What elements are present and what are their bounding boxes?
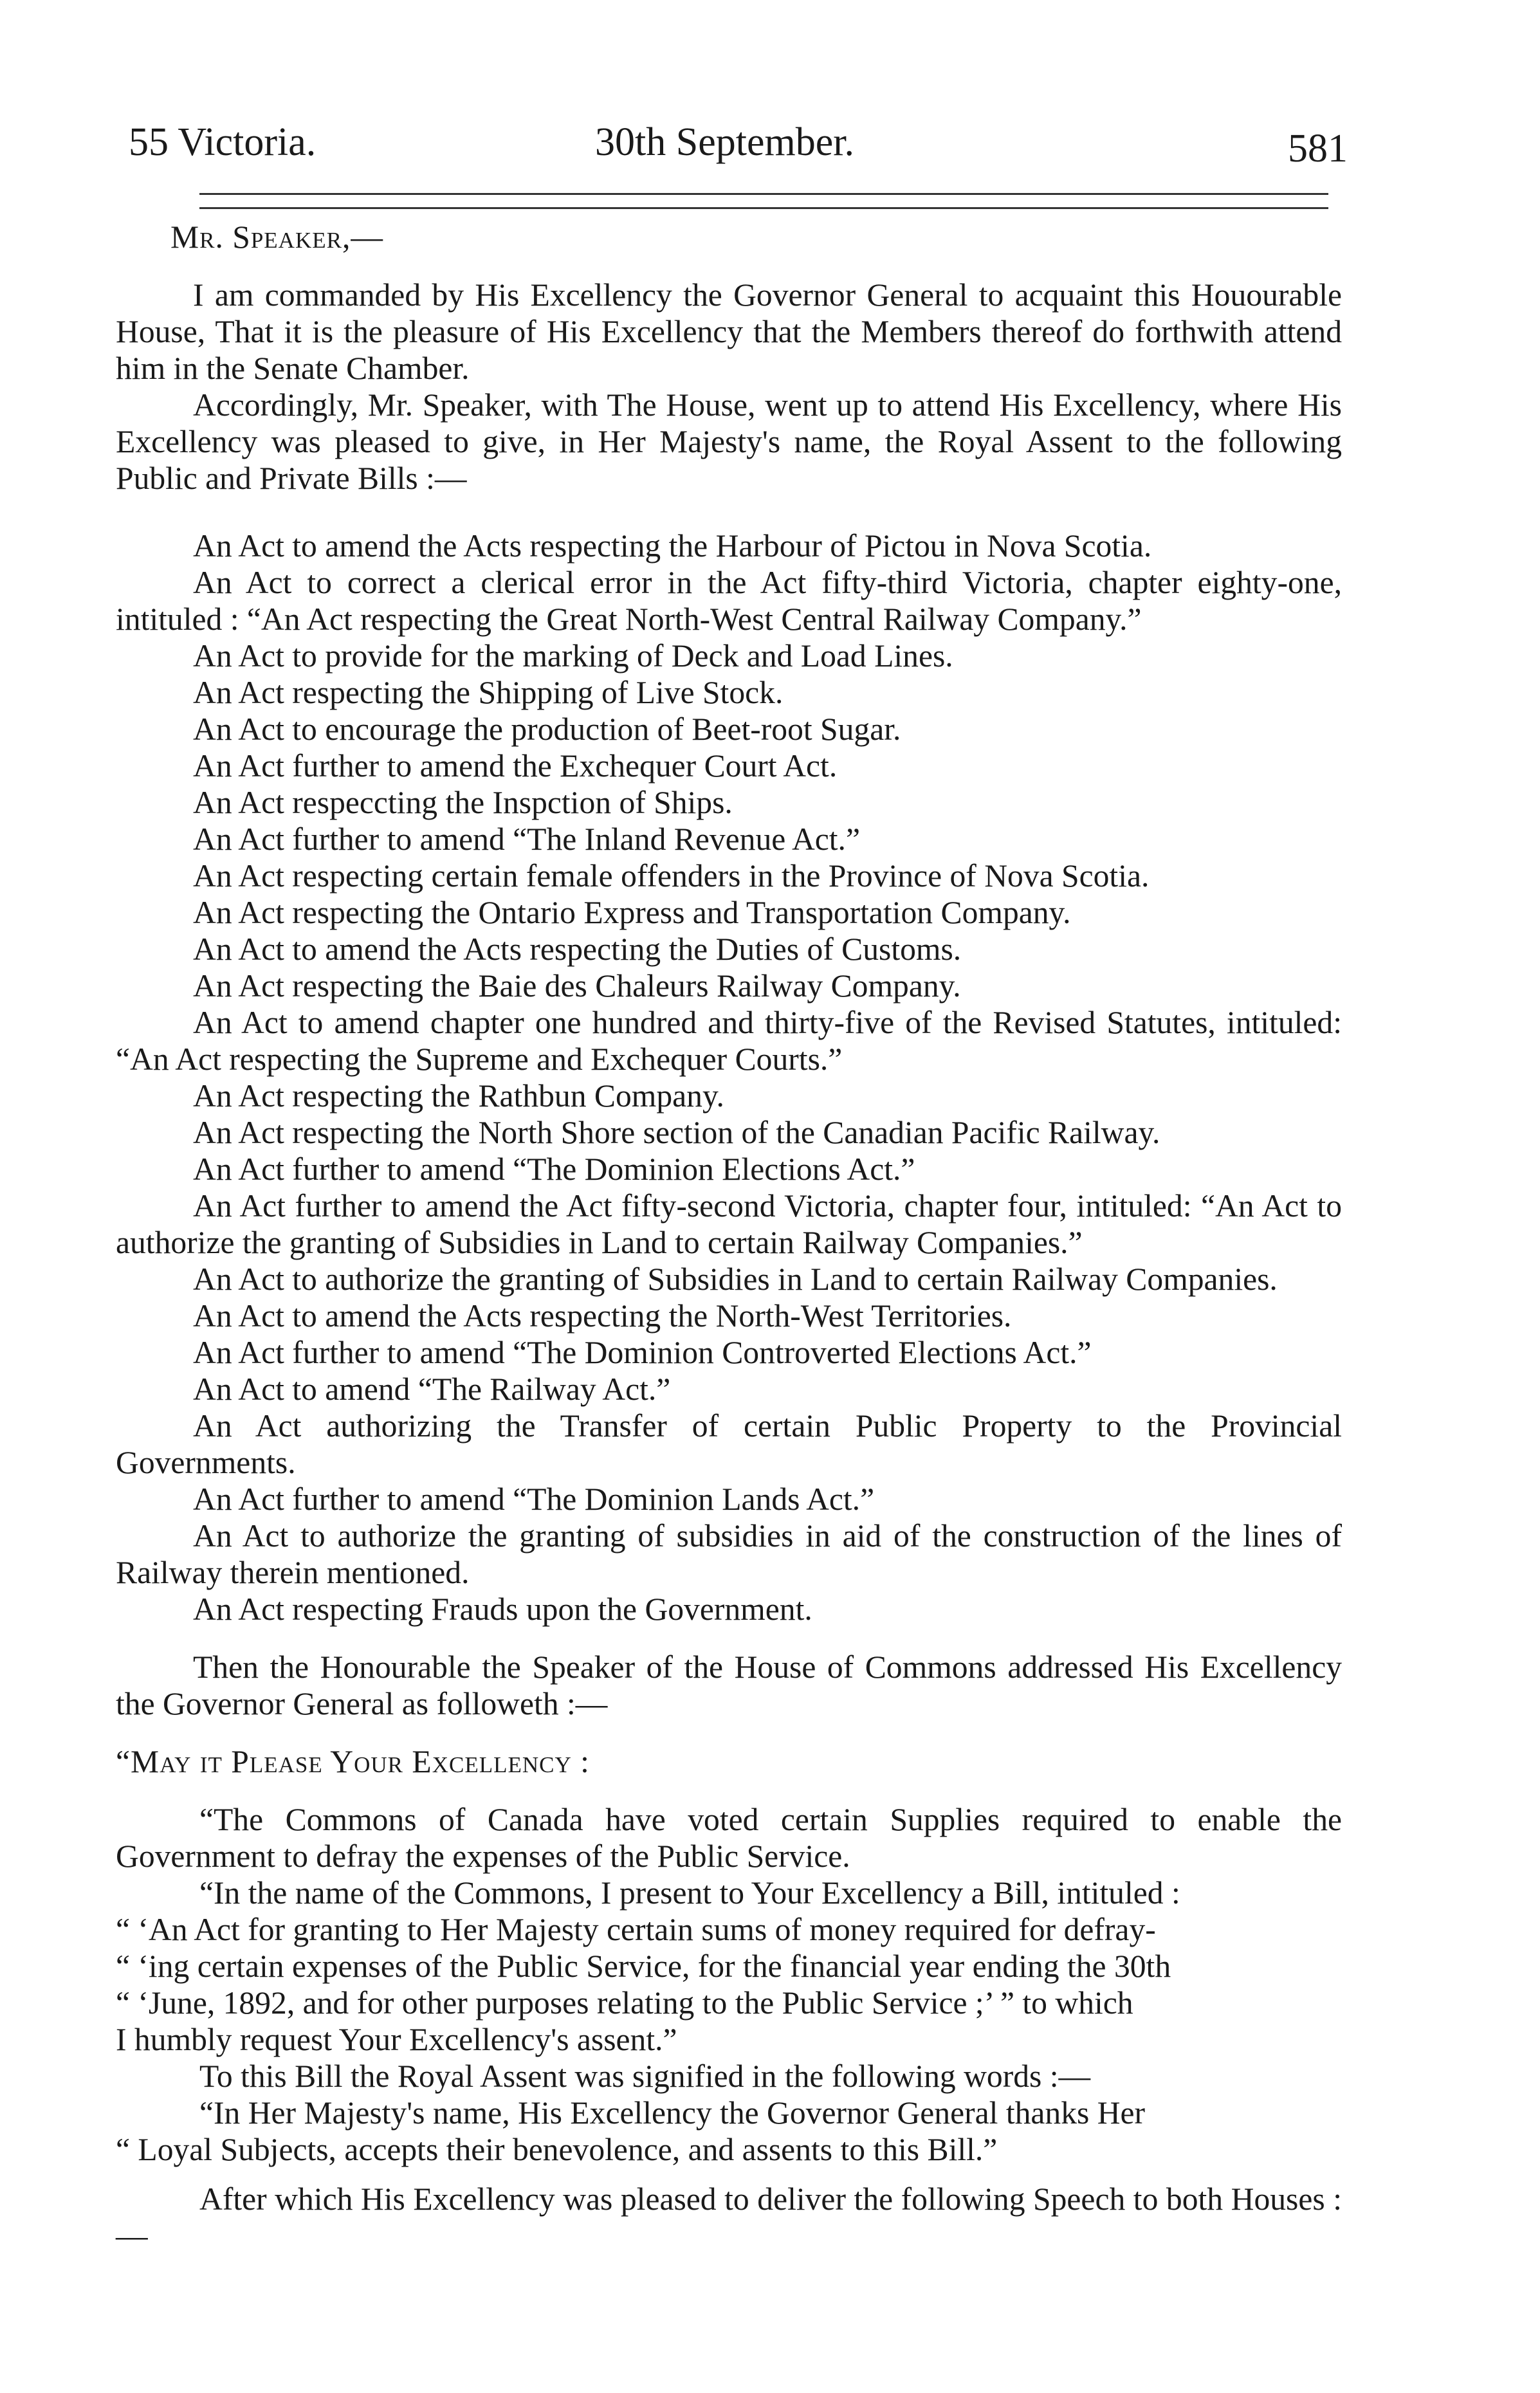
act-item: An Act to authorize the granting of Subsidies in Land to certain Railway Companies. — [193, 1261, 1278, 1297]
paragraph: To this Bill the Royal Assent was signified in the following words :— — [199, 2058, 1091, 2094]
act-item: An Act further to amend “The Dominion Elections Act.” — [193, 1151, 915, 1187]
act-item: An Act to amend the Acts respecting the Harbour of Pictou in Nova Scotia. — [193, 528, 1152, 564]
act-item: An Act to amend “The Railway Act.” — [193, 1371, 671, 1407]
paragraph: After which His Excellency was pleased to deliver the following Speech to both Houses :— — [116, 2181, 1342, 2253]
act-item: An Act respecting the Shipping of Live Stock. — [193, 675, 784, 710]
act-item: An Act respecting the Baie des Chaleurs Railway Company. — [193, 968, 961, 1004]
act-item: An Act respecting certain female offenders in the Province of Nova Scotia. — [193, 858, 1150, 894]
header-rule — [199, 193, 1328, 195]
act-item: An Act to amend the Acts respecting the Duties of Customs. — [193, 931, 962, 967]
act-item: An Act to authorize the granting of subsidies in aid of the construction of the lines of Railway therein mentioned. — [116, 1518, 1342, 1590]
paragraph: I am commanded by His Excellency the Governor General to acquaint this Houourable House, That it is the pleasure of His Excellency that the Members thereof do forthwith attend him in the Senate Chamber. — [116, 277, 1342, 386]
header-date: 30th September. — [595, 120, 854, 164]
act-item: An Act further to amend “The Dominion Controverted Elections Act.” — [193, 1335, 1092, 1370]
quoted-line: “In the name of the Commons, I present to Your Excellency a Bill, intituled : — [199, 1875, 1180, 1911]
act-item: An Act respecting the Rathbun Company. — [193, 1078, 724, 1114]
header-rule-2 — [199, 207, 1328, 209]
quoted-line: I humbly request Your Excellency's assent.” — [116, 2022, 677, 2057]
act-item: An Act authorizing the Transfer of certain Public Property to the Provincial Governments. — [116, 1408, 1342, 1480]
act-item: An Act to encourage the production of Beet-root Sugar. — [193, 711, 901, 747]
header-session: 55 Victoria. — [129, 120, 316, 164]
page-header — [129, 113, 1348, 171]
address-heading: “May it Please Your Excellency : — [116, 1744, 590, 1779]
bill-presentation — [116, 1875, 1342, 2058]
salutation: Mr. Speaker,— — [170, 219, 383, 255]
act-item: An Act respecting the North Shore section of the Canadian Pacific Railway. — [193, 1115, 1160, 1150]
page-number: 581 — [1288, 127, 1348, 170]
act-item: An Act to correct a clerical error in the Act fifty-third Victoria, chapter eighty-one, intituled : “An Act respecting the Great North-West Central Railway Company.” — [116, 565, 1342, 637]
paragraph: “The Commons of Canada have voted certain Supplies required to enable the Government to defray the expenses of the Public Service. — [116, 1802, 1342, 1874]
act-item: An Act further to amend the Act fifty-second Victoria, chapter four, intituled: “An Act to authorize the granting of Subsidies in Land to certain Railway Companies.” — [116, 1188, 1342, 1260]
paragraph: Accordingly, Mr. Speaker, with The House, went up to attend His Excellency, where His Excellency was pleased to give, in Her Majesty's name, the Royal Assent to the following Public and Private Bills :— — [116, 387, 1342, 496]
quoted-line: “In Her Majesty's name, His Excellency the Governor General thanks Her — [199, 2095, 1146, 2131]
act-item: An Act further to amend “The Dominion Lands Act.” — [193, 1481, 875, 1517]
assent-words — [116, 2095, 1342, 2168]
quoted-line: “ Loyal Subjects, accepts their benevolence, and assents to this Bill.” — [116, 2132, 998, 2167]
paragraph: Then the Honourable the Speaker of the House of Commons addressed His Excellency the Governor General as followeth :— — [116, 1649, 1342, 1721]
act-item: An Act to amend chapter one hundred and thirty-five of the Revised Statutes, intituled: “An Act respecting the Supreme and Exchequer Courts.” — [116, 1005, 1342, 1077]
quoted-line: “ ‘ing certain expenses of the Public Service, for the financial year ending the 30th — [116, 1948, 1171, 1984]
act-item: An Act to provide for the marking of Deck and Load Lines. — [193, 638, 953, 674]
page-body — [116, 219, 1342, 2254]
act-item: An Act respecting the Ontario Express and Transportation Company. — [193, 895, 1071, 930]
acts-list — [116, 527, 1342, 1627]
act-item: An Act respeccting the Inspction of Ships. — [193, 785, 733, 820]
quoted-line: “ ‘An Act for granting to Her Majesty certain sums of money required for defray- — [116, 1912, 1156, 1947]
act-item: An Act to amend the Acts respecting the North-West Territories. — [193, 1298, 1012, 1334]
act-item: An Act further to amend the Exchequer Court Act. — [193, 748, 838, 784]
quoted-line: “ ‘June, 1892, and for other purposes relating to the Public Service ;’ ” to which — [116, 1985, 1133, 2021]
act-item: An Act respecting Frauds upon the Government. — [193, 1591, 812, 1627]
act-item: An Act further to amend “The Inland Revenue Act.” — [193, 821, 860, 857]
